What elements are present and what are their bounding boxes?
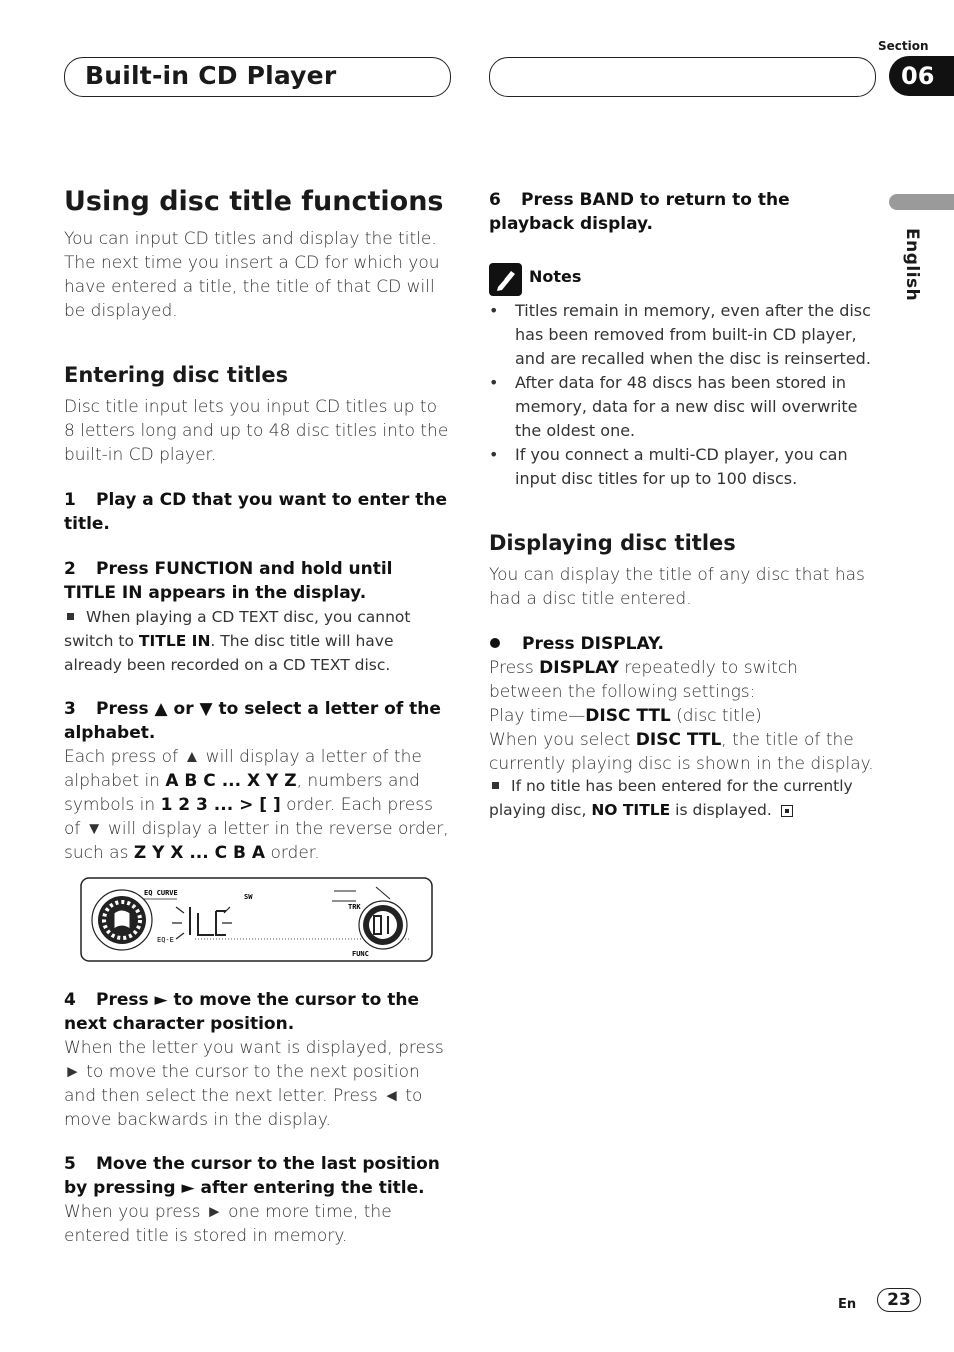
list-item: • If you connect a multi-CD player, you can input disc titles for up to 100 discs. (489, 443, 879, 491)
step-text: Press FUNCTION and hold until TITLE IN appears in the display. (64, 559, 393, 603)
step-text: Play a CD that you want to enter the title. (64, 490, 448, 534)
step-number: 6 (489, 190, 501, 210)
step-number: 5 (64, 1154, 76, 1174)
step-6 (489, 188, 874, 236)
bullet-dot-icon (490, 638, 500, 648)
entering-intro: Disc title input lets you input CD titles up to 8 letters long and up to 48 disc titles into the built-in CD player. (64, 397, 449, 465)
entering-heading: Entering disc titles (64, 363, 289, 387)
eq-e-label: EQ-E (157, 936, 174, 944)
displaying-note: If no title has been entered for the currently playing disc, NO TITLE is displayed. (489, 777, 853, 819)
notes-list (489, 299, 879, 491)
page-title: Using disc title functions (64, 186, 444, 217)
section-label: Section (878, 39, 929, 53)
trk-label: TRK (348, 903, 361, 911)
step-text: Move the cursor to the last position by pressing ► after entering the title. (64, 1154, 440, 1198)
step-2-note: When playing a CD TEXT disc, you cannot switch to TITLE IN. The disc title will have already been recorded on a CD TEXT disc. (64, 608, 411, 674)
displaying-step (489, 632, 874, 656)
left-dial-icon (92, 890, 152, 950)
displaying-body: Press DISPLAY repeatedly to switch between the following settings: Play time—DISC TTL (disc title) When you select DISC TTL, the title of the currently playing disc is shown in the display. (489, 658, 874, 774)
page-number: 23 (877, 1288, 921, 1312)
step-text: Press ► to move the cursor to the next character position. (64, 990, 419, 1034)
right-dial-icon (359, 901, 407, 949)
lcd-display-illustration (80, 877, 433, 962)
step-text: Press ▲ or ▼ to select a letter of the alphabet. (64, 699, 441, 743)
language-tab (889, 194, 954, 210)
step-number: 1 (64, 490, 76, 510)
empty-header-pill (489, 57, 876, 97)
list-item: • After data for 48 discs has been stored in memory, data for a new disc will overwrite the oldest one. (489, 371, 879, 443)
step-2 (64, 557, 449, 605)
notes-title: Notes (529, 267, 582, 286)
step-number: 3 (64, 699, 76, 719)
notes-icon (489, 263, 522, 296)
step-3-body: Each press of ▲ will display a letter of the alphabet in A B C ... X Y Z, numbers and symbols in 1 2 3 ... > [ ] order. Each press of ▼ will display a letter in the reverse order, such as Z Y X ... C B A order. (64, 747, 449, 863)
step-3 (64, 697, 449, 745)
step-number: 4 (64, 990, 76, 1010)
footer-lang-code: En (838, 1297, 857, 1312)
sw-label: SW (244, 893, 253, 901)
language-label: English (902, 228, 922, 302)
step-5 (64, 1152, 449, 1200)
step-text: Press DISPLAY. (522, 634, 664, 654)
end-mark-icon (781, 805, 793, 817)
intro-text: You can input CD titles and display the title. The next time you insert a CD for which you have entered a title, the title of that CD will be displayed. (64, 229, 440, 321)
step-number: 2 (64, 559, 76, 579)
displaying-heading: Displaying disc titles (489, 531, 736, 555)
note-square-icon (492, 782, 499, 789)
displaying-intro: You can display the title of any disc that has had a disc title entered. (489, 565, 865, 609)
step-text: Press BAND to return to the playback display. (489, 190, 790, 234)
eq-curve-label: EQ CURVE (144, 889, 178, 897)
step-4-body: When the letter you want is displayed, press ► to move the cursor to the next position and then select the next letter. Press ◄ to move backwards in the display. (64, 1038, 444, 1130)
step-4 (64, 988, 449, 1036)
chapter-title: Built-in CD Player (85, 61, 337, 90)
section-number: 06 (889, 56, 954, 96)
chapter-title-pill (64, 57, 451, 97)
step-1 (64, 488, 449, 536)
note-square-icon (67, 613, 74, 620)
func-label: FUNC (352, 950, 369, 958)
step-5-body: When you press ► one more time, the entered title is stored in memory. (64, 1202, 392, 1246)
list-item: • Titles remain in memory, even after the disc has been removed from built-in CD player, and are recalled when the disc is reinserted. (489, 299, 879, 371)
